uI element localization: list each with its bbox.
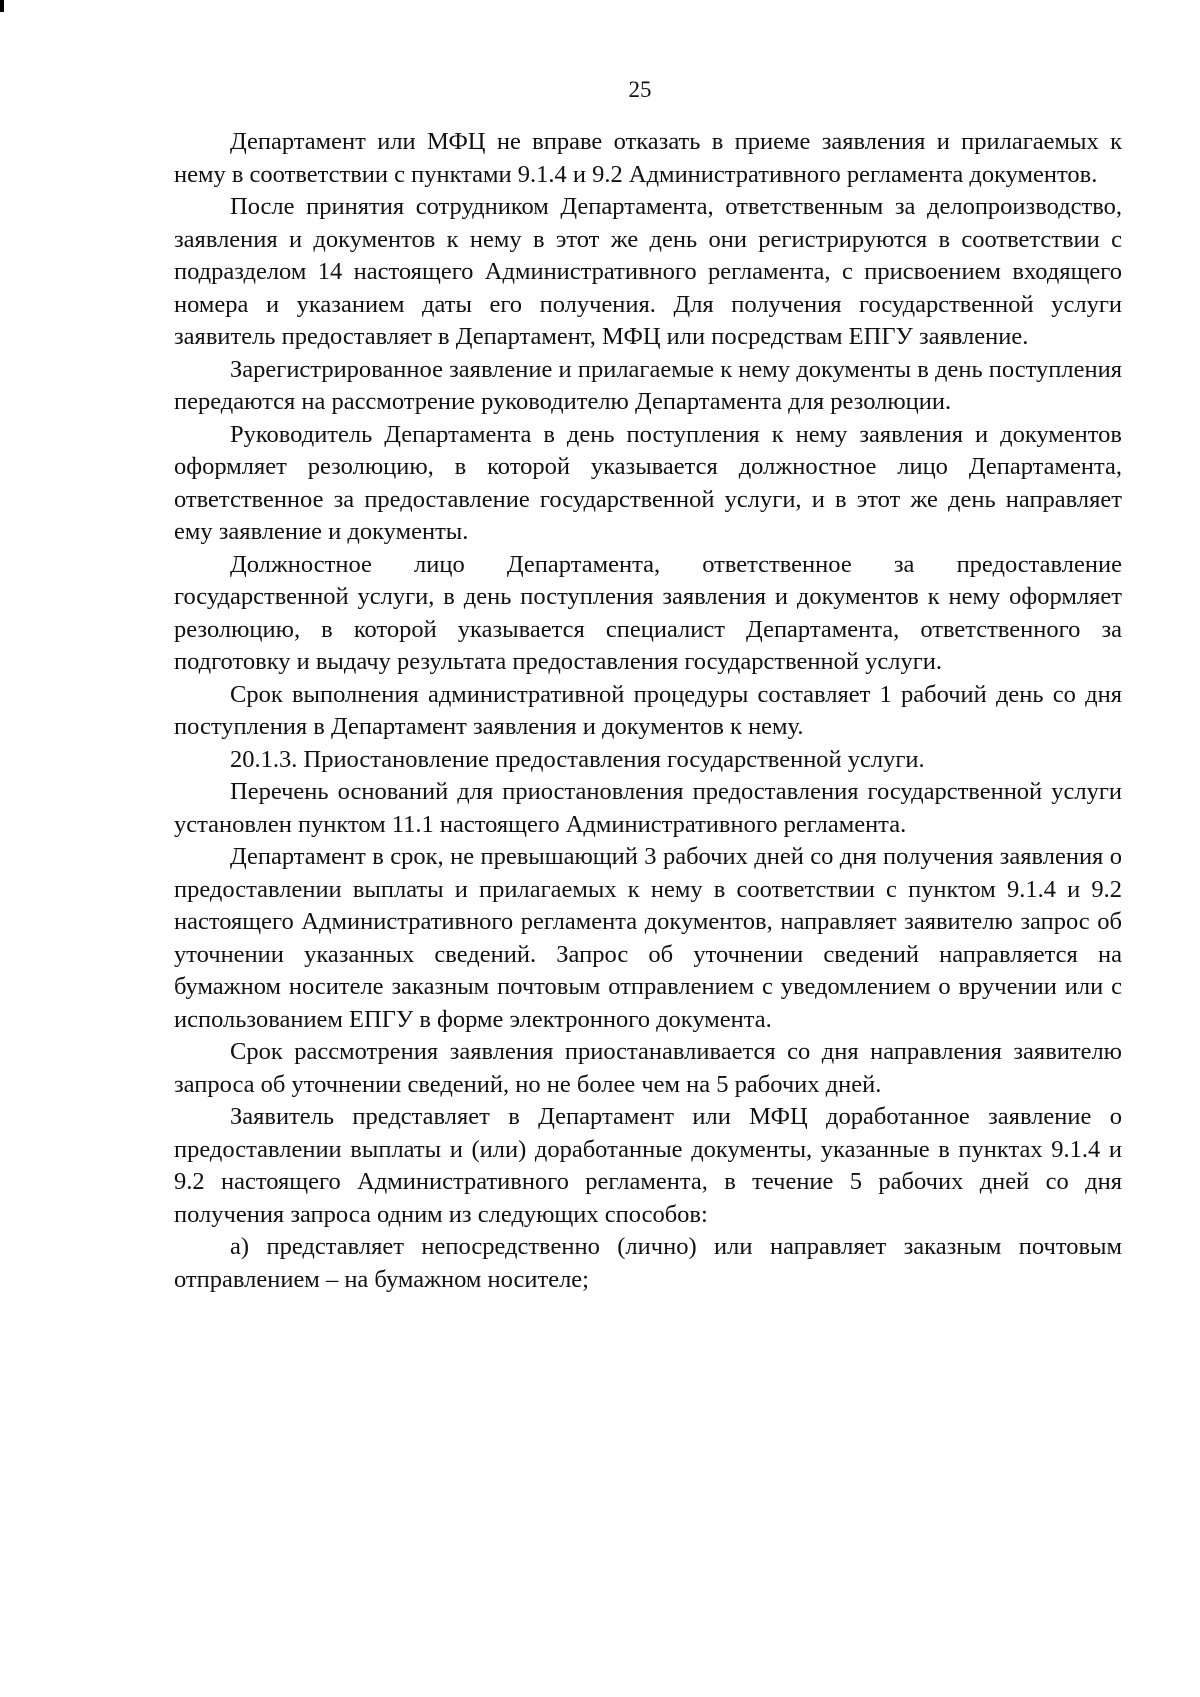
paragraph: Заявитель представляет в Департамент или МФЦ доработанное заявление о предоставлении выплаты и (или) доработанные документы, указанные в пунктах 9.1.4 и 9.2 настоящего Административного регламента, в течение 5 рабочих дней со дня получения запроса одним из следующих способов: — [174, 1103, 1122, 1228]
paragraph: Зарегистрированное заявление и прилагаемые к нему документы в день поступления передаются на рассмотрение руководителю Департамента для резолюции. — [174, 355, 1122, 415]
page-number: 25 — [628, 77, 652, 102]
paragraph: После принятия сотрудником Департамента, ответственным за делопроизводство, заявления и документов к нему в этот же день они регистрируются в соответствии с подразделом 14 настоящего Административного регламента, с присвоением входящего номера и указанием даты его получения. Для получения государственной услуги заявитель предоставляет в Департамент, МФЦ или посредствам ЕПГУ заявление. — [174, 193, 1122, 350]
paragraph: Срок выполнения административной процедуры составляет 1 рабочий день со дня поступления в Департамент заявления и документов к нему. — [174, 680, 1122, 740]
scan-corner-mark — [0, 0, 4, 12]
section-heading: 20.1.3. Приостановление предоставления государственной услуги. — [230, 745, 925, 773]
paragraph: Должностное лицо Департамента, ответственное за предоставление государственной услуги, в день поступления заявления и документов к нему оформляет резолюцию, в которой указывается специалист Департамента, ответственного за подготовку и выдачу результата предоставления государственной услуги. — [174, 550, 1122, 675]
document-body — [174, 126, 1122, 1296]
paragraph: Руководитель Департамента в день поступления к нему заявления и документов оформляет резолюцию, в которой указывается должностное лицо Департамента, ответственное за предоставление государственной услуги, и в этот же день направляет ему заявление и документы. — [174, 420, 1122, 545]
paragraph: Департамент или МФЦ не вправе отказать в приеме заявления и прилагаемых к нему в соответствии с пунктами 9.1.4 и 9.2 Административного регламента документов. — [174, 128, 1122, 188]
paragraph: Срок рассмотрения заявления приостанавливается со дня направления заявителю запроса об уточнении сведений, но не более чем на 5 рабочих дней. — [174, 1038, 1122, 1098]
paragraph: Департамент в срок, не превышающий 3 рабочих дней со дня получения заявления о предоставлении выплаты и прилагаемых к нему в соответствии с пунктом 9.1.4 и 9.2 настоящего Административного регламента документов, направляет заявителю запрос об уточнении указанных сведений. Запрос об уточнении сведений направляется на бумажном носителе заказным почтовым отправлением с уведомлением о вручении или с использованием ЕПГУ в форме электронного документа. — [174, 843, 1122, 1033]
paragraph: Перечень оснований для приостановления предоставления государственной услуги установлен пунктом 11.1 настоящего Административного регламента. — [174, 778, 1122, 838]
list-item: а) представляет непосредственно (лично) или направляет заказным почтовым отправлением – на бумажном носителе; — [174, 1233, 1122, 1293]
